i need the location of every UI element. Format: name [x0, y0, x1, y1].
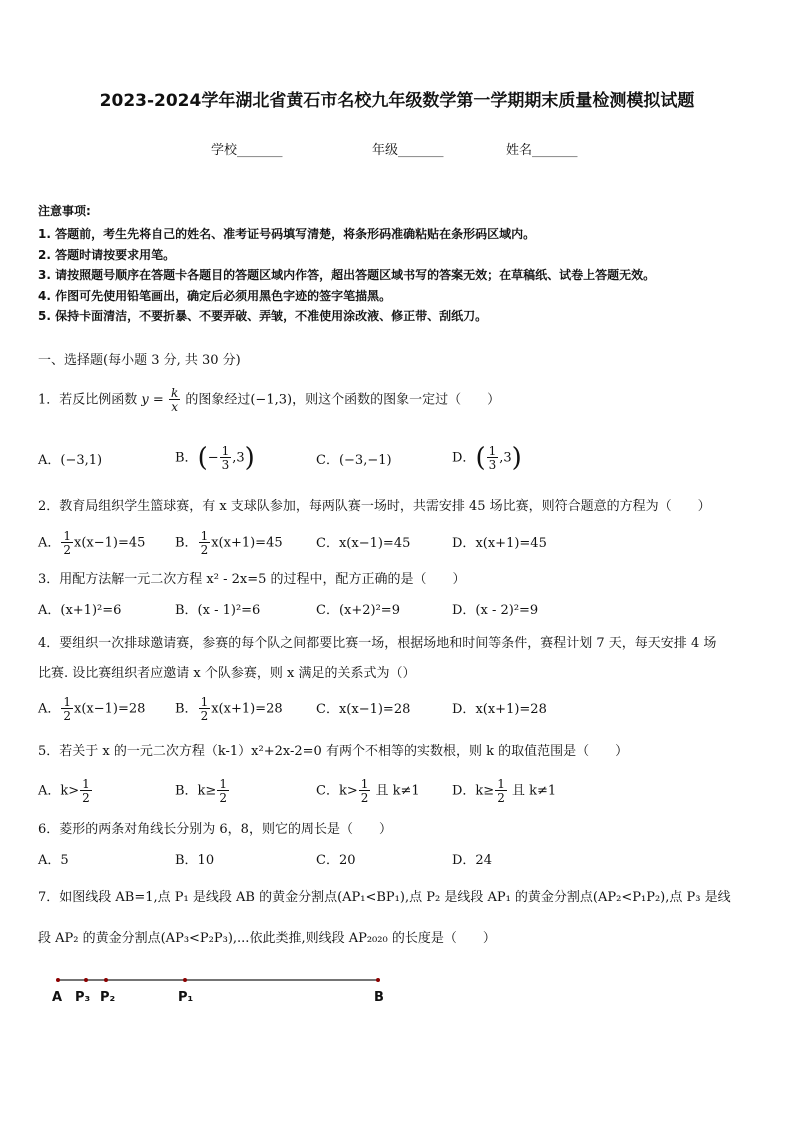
q6-option-a[interactable]: A．5 [38, 853, 69, 868]
point-p1-dot [183, 978, 187, 982]
q1-option-b[interactable]: B．(− $\frac{1}{3}$ ,3) [175, 443, 255, 473]
question-2: 2．教育局组织学生篮球赛，有 x 支球队参加，每两队赛一场时，共需安排 45 场比赛，则符合题意的方程为（ ） [38, 499, 711, 514]
q6-option-b[interactable]: B．10 [175, 853, 215, 868]
q2-option-b[interactable]: B． $\frac{1}{2}$ x(x+1)=45 [175, 529, 283, 557]
q1-option-a[interactable]: A．(−3,1) [38, 453, 103, 468]
school-field[interactable]: 学校_______ [211, 143, 283, 158]
q2-option-d[interactable]: D．x(x+1)=45 [452, 536, 547, 551]
question-6: 6．菱形的两条对角线长分别为 6，8，则它的周长是（ ） [38, 822, 392, 837]
question-1: 1．若反比例函数 y = $\frac{k}{x}$ 的图象经过(−1,3)，则这个函数的图象一定过（ ） [38, 386, 501, 414]
q1-option-c[interactable]: C．(−3,−1) [316, 453, 392, 468]
label-a: A [52, 990, 63, 1005]
name-field[interactable]: 姓名_______ [506, 143, 578, 158]
exam-title: 2023-2024学年湖北省黄石市名校九年级数学第一学期期末质量检测模拟试题 [99, 91, 695, 111]
point-a-dot [56, 978, 60, 982]
fraction: $\frac{k}{x}$ [170, 386, 179, 414]
question-3: 3．用配方法解一元二次方程 x² - 2x=5 的过程中，配方正确的是（ ） [38, 572, 466, 587]
q4-option-b[interactable]: B． $\frac{1}{2}$ x(x+1)=28 [175, 695, 283, 723]
segment-line [56, 968, 396, 988]
q4-option-d[interactable]: D．x(x+1)=28 [452, 702, 547, 717]
q5-option-c[interactable]: C．k> $\frac{1}{2}$ 且 k≠1 [316, 777, 420, 805]
q5-option-a[interactable]: A．k> $\frac{1}{2}$ [38, 777, 90, 805]
q4-option-c[interactable]: C．x(x−1)=28 [316, 702, 411, 717]
note-item: 1. 答题前，考生先将自己的姓名、准考证号码填写清楚，将条形码准确粘贴在条形码区域内。 [38, 227, 536, 241]
q6-option-d[interactable]: D．24 [452, 853, 492, 868]
q3-option-c[interactable]: C．(x+2)²=9 [316, 603, 400, 618]
label-p3: P₃ [75, 990, 91, 1005]
q1-option-d[interactable]: D．( $\frac{1}{3}$ ,3) [452, 443, 522, 473]
q6-option-c[interactable]: C．20 [316, 853, 356, 868]
point-p2-dot [104, 978, 108, 982]
q3-option-b[interactable]: B．(x - 1)²=6 [175, 603, 261, 618]
question-4-line-1: 4．要组织一次排球邀请赛，参赛的每个队之间都要比赛一场，根据场地和时间等条件，赛程计划 7 天，每天安排 4 场 [38, 636, 717, 651]
question-7-line-1: 7．如图线段 AB=1,点 P₁ 是线段 AB 的黄金分割点(AP₁<BP₁),点 P₂ 是线段 AP₁ 的黄金分割点(AP₂<P₁P₂),点 P₃ 是线 [38, 890, 731, 905]
q5-option-b[interactable]: B．k≥ $\frac{1}{2}$ [175, 777, 227, 805]
q2-option-a[interactable]: A． $\frac{1}{2}$ x(x−1)=45 [38, 529, 146, 557]
q3-option-d[interactable]: D．(x - 2)²=9 [452, 603, 539, 618]
label-p2: P₂ [100, 990, 116, 1005]
notes-heading: 注意事项: [38, 204, 91, 218]
q3-option-a[interactable]: A．(x+1)²=6 [38, 603, 122, 618]
point-p3-dot [84, 978, 88, 982]
note-item: 4. 作图可先使用铅笔画出，确定后必须用黑色字迹的签字笔描黑。 [38, 288, 392, 303]
question-7-line-2: 段 AP₂ 的黄金分割点(AP₃<P₂P₃),...依此类推,则线段 AP₂₀₂₀ 的长度是（ ） [38, 931, 496, 946]
point-b-dot [376, 978, 380, 982]
section-heading: 一、选择题(每小题 3 分, 共 30 分) [38, 353, 241, 368]
q4-option-a[interactable]: A． $\frac{1}{2}$ x(x−1)=28 [38, 695, 146, 723]
q5-option-d[interactable]: D．k≥ $\frac{1}{2}$ 且 k≠1 [452, 777, 557, 805]
label-p1: P₁ [178, 990, 194, 1005]
note-item: 2. 答题时请按要求用笔。 [38, 247, 176, 262]
note-item: 5. 保持卡面清洁，不要折暴、不要弄破、弄皱，不准使用涂改液、修正带、刮纸刀。 [38, 309, 488, 324]
question-5: 5．若关于 x 的一元二次方程（k-1）x²+2x-2=0 有两个不相等的实数根，则 k 的取值范围是（ ） [38, 744, 629, 759]
notes-section [38, 202, 768, 327]
label-b: B [374, 990, 384, 1005]
grade-field[interactable]: 年级_______ [372, 143, 444, 158]
segment-figure [52, 968, 396, 1008]
note-item: 3. 请按照题号顺序在答题卡各题目的答题区域内作答，超出答题区域书写的答案无效；在草稿纸、试卷上答题无效。 [38, 268, 656, 283]
q2-option-c[interactable]: C．x(x−1)=45 [316, 536, 411, 551]
question-4-line-2: 比赛. 设比赛组织者应邀请 x 个队参赛，则 x 满足的关系式为（） [38, 666, 416, 681]
